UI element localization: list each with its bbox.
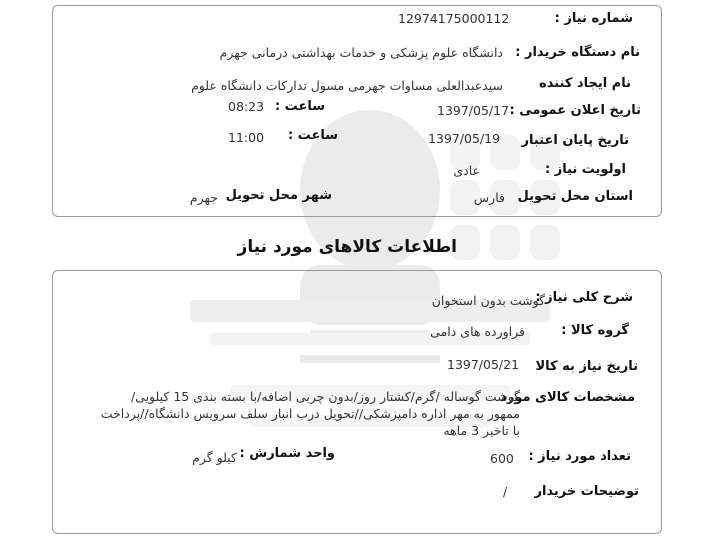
announce-date: 1397/05/17 <box>437 103 510 118</box>
spec-label: مشخصات کالای مورد <box>500 390 635 405</box>
section-title: اطلاعات کالاهای مورد نیاز <box>237 237 457 257</box>
quantity-value: 600 <box>490 451 514 466</box>
deadline-date: 1397/05/19 <box>428 131 501 146</box>
need-number: 12974175000112 <box>398 11 510 26</box>
deadline-time: 11:00 <box>228 130 265 145</box>
need-date-label: تاریخ نیاز به کالا <box>535 359 638 374</box>
unit-label: واحد شمارش : <box>239 446 335 461</box>
province-value: فارس <box>473 190 505 205</box>
announce-time: 08:23 <box>228 99 265 114</box>
deadline-label: تاریخ پایان اعتبار <box>521 133 629 148</box>
unit-value: کیلو گرم <box>192 450 237 465</box>
goods-group-value: فراورده های دامی <box>430 324 525 339</box>
creator-name: سیدعبدالعلی مساوات جهرمی مسول تدارکات دانشگاه علوم <box>191 78 503 93</box>
goods-group-label: گروه کالا : <box>561 323 629 338</box>
priority-label: اولویت نیاز : <box>544 162 626 177</box>
city-value: جهرم <box>189 190 218 205</box>
buyer-notes-value: / <box>503 484 508 499</box>
summary-label: شرح کلی نیاز : <box>535 290 633 305</box>
province-label: استان محل تحویل <box>517 189 633 204</box>
buyer-notes-label: توضیحات خریدار <box>534 484 639 499</box>
deadline-time-label: ساعت : <box>287 128 338 143</box>
creator-label: نام ایجاد کننده <box>539 76 631 91</box>
buyer-name: دانشگاه علوم پزشکی و خدمات بهداشتی درمانی جهرم <box>219 45 503 60</box>
quantity-label: تعداد مورد نیاز : <box>528 449 631 464</box>
announce-time-label: ساعت : <box>274 99 325 114</box>
priority-value: عادی <box>453 163 480 178</box>
summary-value: گوشت بدون استخوان <box>431 293 545 308</box>
city-label: شهر محل تحویل <box>225 188 332 203</box>
spec-description: گوشت گوساله /گرم/کشتار روز/بدون چربی اضافه/با بسته بندی 15 کیلویی/ممهور به مهر اداره دامپزشکی//تحویل درب انبار سلف سرویس دانشگاه//پرداخت با تاخیر 3 ماهه <box>100 389 520 438</box>
buyer-label: نام دستگاه خریدار : <box>515 45 640 60</box>
need-number-label: شماره نیاز : <box>554 11 633 26</box>
need-date-value: 1397/05/21 <box>447 357 520 372</box>
announce-date-label: تاریخ اعلان عمومی : <box>509 103 641 118</box>
